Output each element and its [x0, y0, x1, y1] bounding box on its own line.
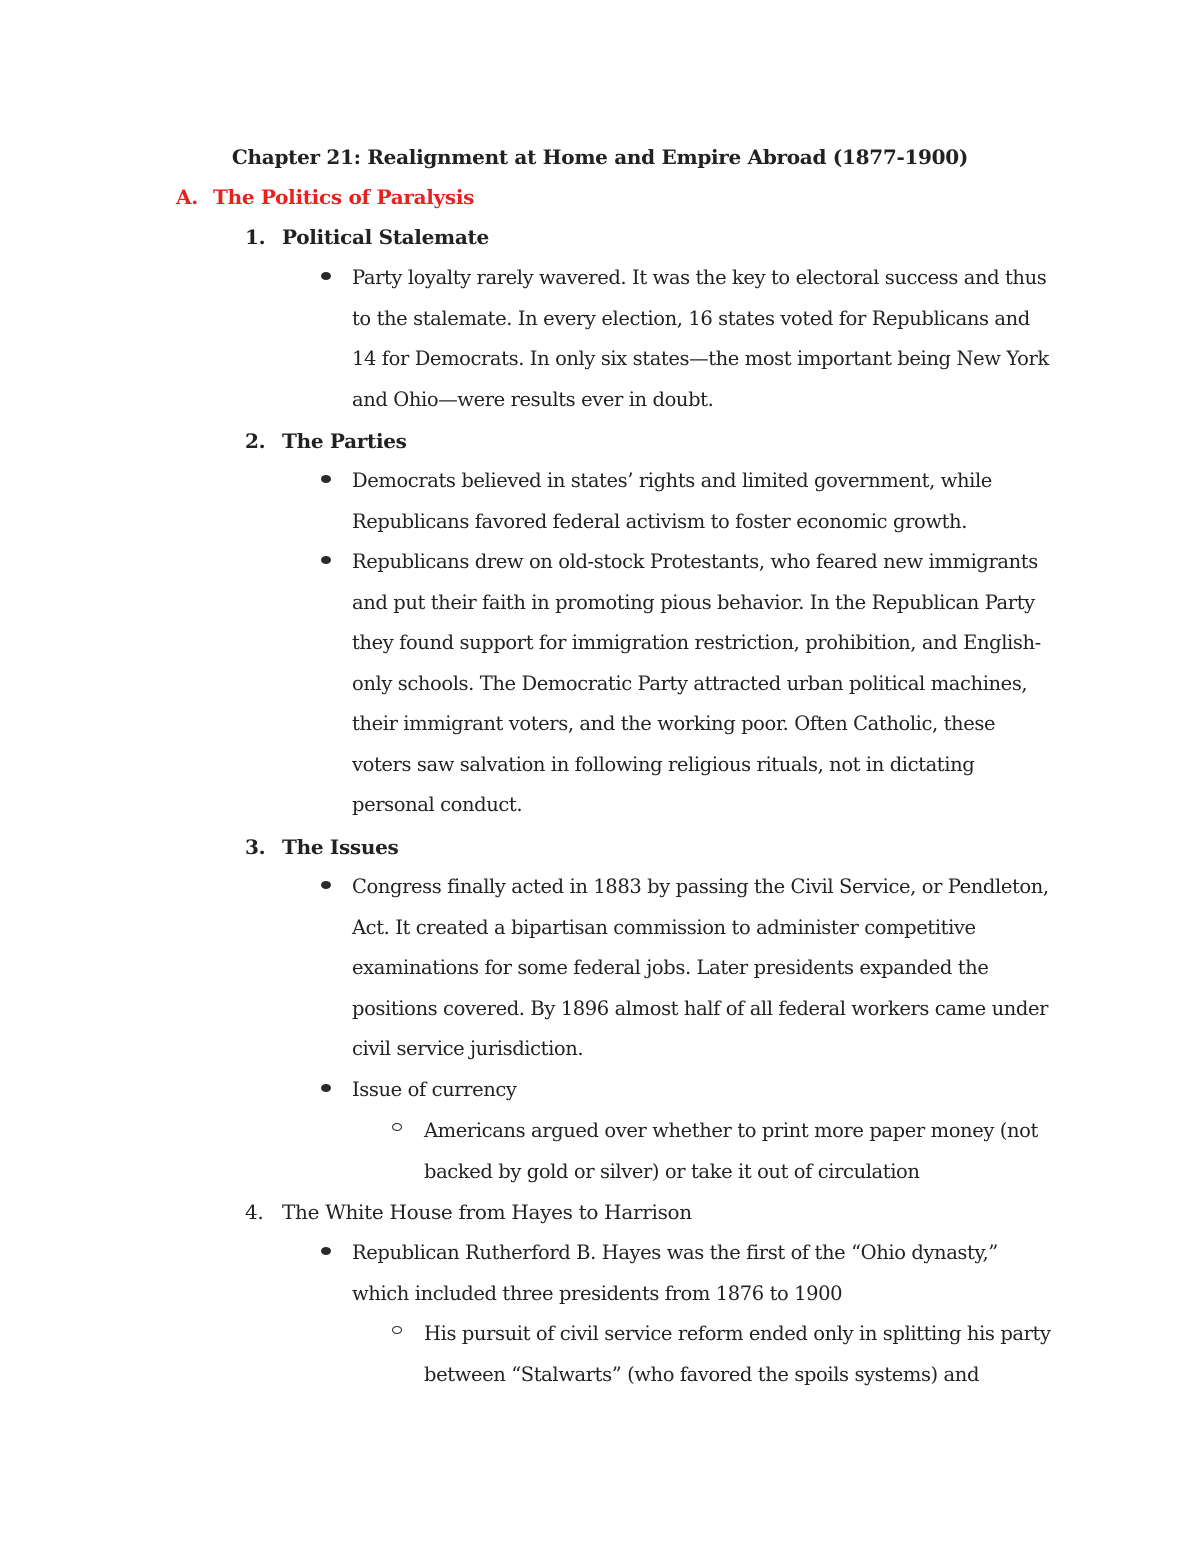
subsection-heading-4	[245, 1197, 692, 1227]
subsection-heading-1	[245, 222, 489, 252]
hollow-bullet-icon	[392, 1123, 402, 1131]
subsection-number: 1.	[245, 225, 266, 249]
bullet-icon	[321, 881, 331, 889]
subsection-heading-3	[245, 832, 399, 862]
subsection-number: 4.	[245, 1200, 264, 1224]
list-item-text: Congress finally acted in 1883 by passing the Civil Service, or Pendleton, Act. It created a bipartisan commission to administer competitive examinations for some federal jobs. Later presidents expanded the positions covered. By 1896 almost half of all federal workers came under civil service jurisdiction.	[352, 875, 1049, 1060]
list-item	[318, 461, 1058, 542]
sub-list-item	[390, 1111, 1060, 1192]
sub-list-item	[390, 1314, 1060, 1395]
list-item	[318, 1233, 1058, 1314]
list-item-text: Democrats believed in states’ rights and limited government, while Republicans favored federal activism to foster economic growth.	[352, 469, 992, 533]
sub-list-item-text: His pursuit of civil service reform ended only in splitting his party between “Stalwarts” (who favored the spoils systems) and	[424, 1322, 1051, 1386]
subsection-number: 2.	[245, 429, 266, 453]
list-item-text: Issue of currency	[352, 1078, 517, 1101]
section-label: The Politics of Paralysis	[213, 185, 475, 209]
subsection-title: The Issues	[282, 835, 399, 859]
bullet-icon	[321, 272, 331, 280]
bullet-icon	[321, 475, 331, 483]
section-heading	[176, 182, 474, 212]
subsection-number: 3.	[245, 835, 266, 859]
bullet-icon	[321, 1084, 331, 1092]
list-item	[318, 258, 1058, 420]
bullet-icon	[321, 1247, 331, 1255]
subsection-title: Political Stalemate	[282, 225, 489, 249]
hollow-bullet-icon	[392, 1326, 402, 1334]
list-item-text: Republican Rutherford B. Hayes was the first of the “Ohio dynasty,” which included three presidents from 1876 to 1900	[352, 1241, 998, 1305]
list-item	[318, 867, 1058, 1070]
section-marker: A.	[176, 185, 198, 209]
subsection-heading-2	[245, 426, 407, 456]
sub-list-item-text: Americans argued over whether to print more paper money (not backed by gold or silver) or take it out of circulation	[424, 1119, 1038, 1183]
subsection-title: The Parties	[282, 429, 407, 453]
list-item-text: Republicans drew on old-stock Protestants, who feared new immigrants and put their faith in promoting pious behavior. In the Republican Party they found support for immigration restriction, prohibition, and English-only schools. The Democratic Party attracted urban political machines, their immigrant voters, and the working poor. Often Catholic, these voters saw salvation in following religious rituals, not in dictating personal conduct.	[352, 550, 1041, 816]
chapter-title: Chapter 21: Realignment at Home and Empire Abroad (1877-1900)	[231, 145, 969, 169]
list-item-text: Party loyalty rarely wavered. It was the key to electoral success and thus to the stalemate. In every election, 16 states voted for Republicans and 14 for Democrats. In only six states—the most important being New York and Ohio—were results ever in doubt.	[352, 266, 1049, 411]
list-item	[318, 1070, 1058, 1111]
subsection-title: The White House from Hayes to Harrison	[282, 1200, 692, 1224]
list-item	[318, 542, 1058, 826]
bullet-icon	[321, 556, 331, 564]
